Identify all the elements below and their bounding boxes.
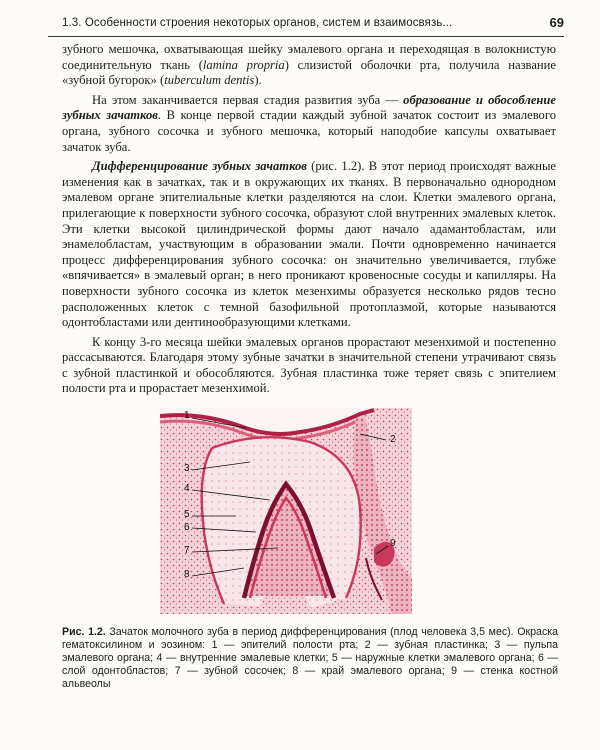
figure-label-4: 4 xyxy=(184,483,190,494)
figure-label-3: 3 xyxy=(184,463,190,474)
figure-label-7: 7 xyxy=(184,545,190,556)
tooth-germ-micrograph xyxy=(160,408,412,614)
running-header xyxy=(48,14,564,37)
figure-label-2: 2 xyxy=(390,434,396,445)
histology-figure xyxy=(160,408,412,614)
caption-text: Зачаток молочного зуба в период дифференцирования (плод человека 3,5 мес). Окраска гематоксилином и эозином: 1 — эпителий полости рта; 2 — зубная пластинка; 3 — пульпа эмалевого органа; 4 — внутренние эмалевые клетки; 5 — наружные клетки эмалевого органа; 6 — слой одонтобластов; 7 — зубной сосочек; 8 — край эмалевого органа; 9 — стенка костной альвеолы xyxy=(62,626,559,690)
body-text xyxy=(62,42,556,397)
paragraph-2: На этом заканчивается первая стадия развития зуба — образование и обособление зубных зачатков. В конце первой стадии каждый зубной зачаток состоит из эмалевого органа, зубного сосочка и зубного мешочка, который наподобие капсулы охватывает зачаток зуба. xyxy=(62,92,557,154)
header-title: 1.3. Особенности строения некоторых органов, систем и взаимосвязь... xyxy=(62,17,453,29)
figure-label-5: 5 xyxy=(184,509,190,520)
paragraph-1: зубного мешочка, охватывающая шейку эмалевого органа и переходящая в волокнистую соединительную ткань (lamina propria) слизистой оболочки рта, получила название «зубной бугорок» (tuberculum dentis). xyxy=(62,42,556,88)
figure-caption xyxy=(62,626,558,691)
caption-label: Рис. 1.2. xyxy=(62,626,106,638)
paragraph-4: К концу 3-го месяца шейки эмалевых органов прорастают мезенхимой и постепенно рассасываются. Благодаря этому зубные зачатки в значительной степени утрачивают связь с зубной пластинкой и обособляются. Зубная пластинка тоже теряет связь с эпителием полости рта и прорастает мезенхимой. xyxy=(62,334,556,396)
figure-label-6: 6 xyxy=(184,522,190,533)
page-number: 69 xyxy=(549,15,564,30)
figure-label-8: 8 xyxy=(184,569,190,580)
paragraph-3: Дифференцирование зубных зачатков (рис. 1.2). В этот период происходят важные изменения как в зачатках, так и в окружающих их тканях. В первоначально однородном эмалевом органе эпителиальные клетки разделяются на слои. Клетки эмалевого органа, прилегающие к поверхности зубного сосочка, образуют слой внутренних эмалевых клеток. Эти клетки высокой цилиндрической формы дают начало адамантобластам, или энамелобластам, участвующим в образовании эмали. Почти одновременно начинается процесс дифференцирования зубного сосочка: он значительно увеличивается, глубже «впячивается» в эмалевый орган; в него проникают кровеносные сосуды и капилляры. На поверхности зубного сосочка из клеток мезенхимы образуется несколько рядов тесно расположенных клеток с темной базофильной протоплазмой, которые называются одонтобластами или дентинообразующими клетками. xyxy=(62,159,557,330)
figure-label-1: 1 xyxy=(184,410,190,421)
figure-label-9: 9 xyxy=(390,538,396,549)
